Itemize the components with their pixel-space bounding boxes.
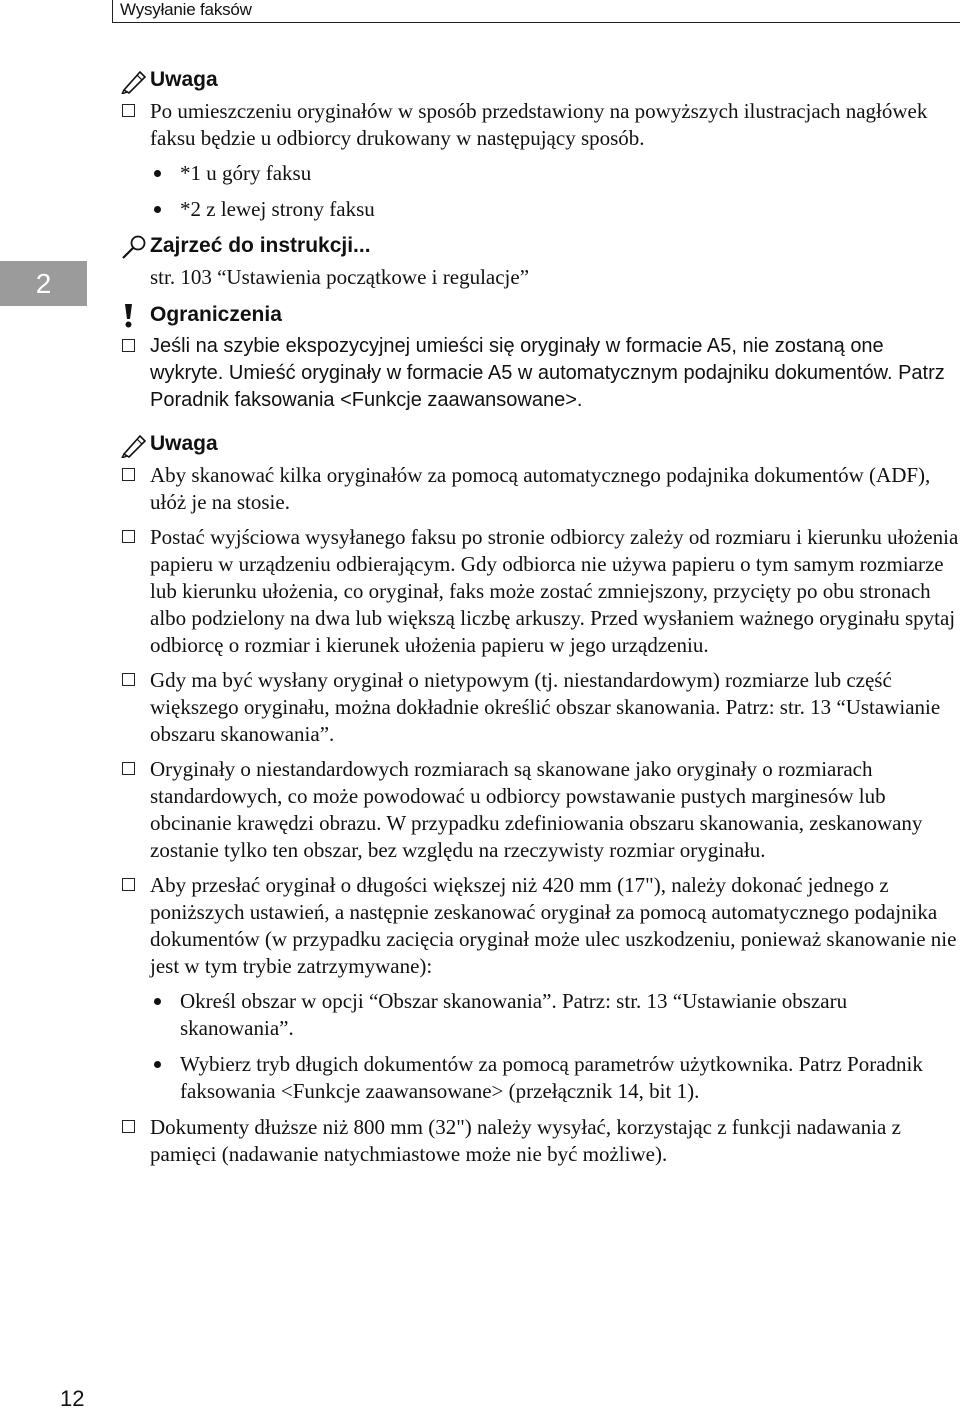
list-item (150, 196, 960, 223)
page-header (0, 0, 960, 26)
page-content (120, 66, 960, 1176)
checkbox-bullet-icon (122, 339, 135, 352)
checkbox-bullet-icon (122, 1120, 135, 1133)
note-item (120, 667, 960, 748)
header-vertical-rule (112, 0, 113, 22)
note-item (120, 98, 960, 152)
list-item (150, 988, 960, 1042)
checkbox-bullet-icon (122, 762, 135, 775)
checkbox-bullet-icon (122, 468, 135, 481)
note-item-text: Oryginały o niestandardowych rozmiarach są skanowane jako oryginały o rozmiarach standardowych, co może powodować u odbiorcy powstawanie pustych marginesów lub obcinanie krawędzi obrazu. W przypadku zdefiniowania obszaru skanowania, zeskanowany zostanie tylko ten obszar, bez względu na rzeczywisty rozmiar oryginału. (150, 757, 923, 862)
header-position-list (150, 160, 960, 223)
checkbox-bullet-icon (122, 530, 135, 543)
bullet-dot-icon (154, 1061, 161, 1068)
reference-heading (120, 232, 960, 262)
note-heading-1 (120, 66, 960, 96)
note-item (120, 872, 960, 1105)
header-rule (112, 22, 960, 23)
pencil-note-icon (120, 68, 148, 94)
note-item (120, 524, 960, 659)
limits-item-text: Jeśli na szybie ekspozycyjnej umieści się oryginały w formacie A5, nie zostaną one wykryte. Umieść oryginały w formacie A5 w automatycznym podajniku dokumentów. Patrz Poradnik faksowania <Funkcje zaawansowane>. (150, 335, 945, 411)
limits-heading (120, 301, 960, 331)
reference-link[interactable]: str. 103 “Ustawienia początkowe i regulacje” (150, 265, 530, 289)
list-item-text: *1 u góry faksu (180, 161, 312, 185)
checkbox-bullet-icon (122, 104, 135, 117)
bullet-dot-icon (154, 206, 161, 213)
pencil-note-icon (120, 432, 148, 458)
note-item-text: Po umieszczeniu oryginałów w sposób przedstawiony na powyższych ilustracjach nagłówek faksu będzie u odbiorcy drukowany w następujący sposób. (150, 99, 928, 150)
running-header-title: Wysyłanie faksów (120, 0, 252, 19)
list-item (150, 1051, 960, 1105)
list-item-text: *2 z lewej strony faksu (180, 197, 375, 221)
checkbox-bullet-icon (122, 673, 135, 686)
list-item-text: Określ obszar w opcji “Obszar skanowania”. Patrz: str. 13 “Ustawianie obszaru skanowania”. (180, 989, 848, 1040)
note-item-text: Postać wyjściowa wysyłanego faksu po stronie odbiorcy zależy od rozmiaru i kierunku ułożenia papieru w urządzeniu odbierającym. Gdy odbiorca nie używa papieru o tym samym rozmiarze lub kierunku ułożenia, co oryginał, faks może zostać zmniejszony, przycięty po obu stronach albo podzielony na dwa lub większą liczbę arkuszy. Przed wysłaniem ważnego oryginału spytaj odbiorcę o rozmiar i kierunek ułożenia papieru w jego urządzeniu. (150, 525, 959, 657)
bullet-dot-icon (154, 170, 161, 177)
note-item-text: Aby przesłać oryginał o długości większej niż 420 mm (17"), należy dokonać jednego z poniższych ustawień, a następnie zeskanować oryginał za pomocą automatycznego podajnika dokumentów (w przypadku zacięcia oryginał może ulec uszkodzeniu, ponieważ skanowanie nie jest w tym trybie zatrzymywane): (150, 873, 957, 978)
note-item-text: Aby skanować kilka oryginałów za pomocą automatycznego podajnika dokumentów (ADF), ułóż je na stosie. (150, 463, 931, 514)
list-item-text: Wybierz tryb długich dokumentów za pomocą parametrów użytkownika. Patrz Poradnik faksowania <Funkcje zaawansowane> (przełącznik 14, bit 1). (180, 1052, 923, 1103)
bullet-dot-icon (154, 998, 161, 1005)
page-number: 12 (60, 1386, 85, 1411)
chapter-tab: 2 (0, 261, 87, 306)
checkbox-bullet-icon (122, 878, 135, 891)
note-heading-label: Uwaga (150, 432, 218, 455)
reference-heading-label: Zajrzeć do instrukcji... (150, 234, 371, 257)
magnifier-icon (120, 234, 148, 260)
exclamation-icon (120, 303, 148, 329)
note-heading-label: Uwaga (150, 68, 218, 91)
limits-heading-label: Ograniczenia (150, 303, 282, 326)
note-item-text: Gdy ma być wysłany oryginał o nietypowym (tj. niestandardowym) rozmiarze lub część większego oryginału, można dokładnie określić obszar skanowania. Patrz: str. 13 “Ustawianie obszaru skanowania”. (150, 668, 941, 746)
note-item (120, 462, 960, 516)
list-item (150, 160, 960, 187)
limits-item (120, 333, 960, 414)
note-item (120, 756, 960, 864)
note-heading-2 (120, 430, 960, 460)
note-item-text: Dokumenty dłuższe niż 800 mm (32") należy wysyłać, korzystając z funkcji nadawania z pamięci (nadawanie natychmiastowe może nie być możliwe). (150, 1115, 901, 1166)
long-document-options-list (150, 988, 960, 1105)
note-item (120, 1114, 960, 1168)
